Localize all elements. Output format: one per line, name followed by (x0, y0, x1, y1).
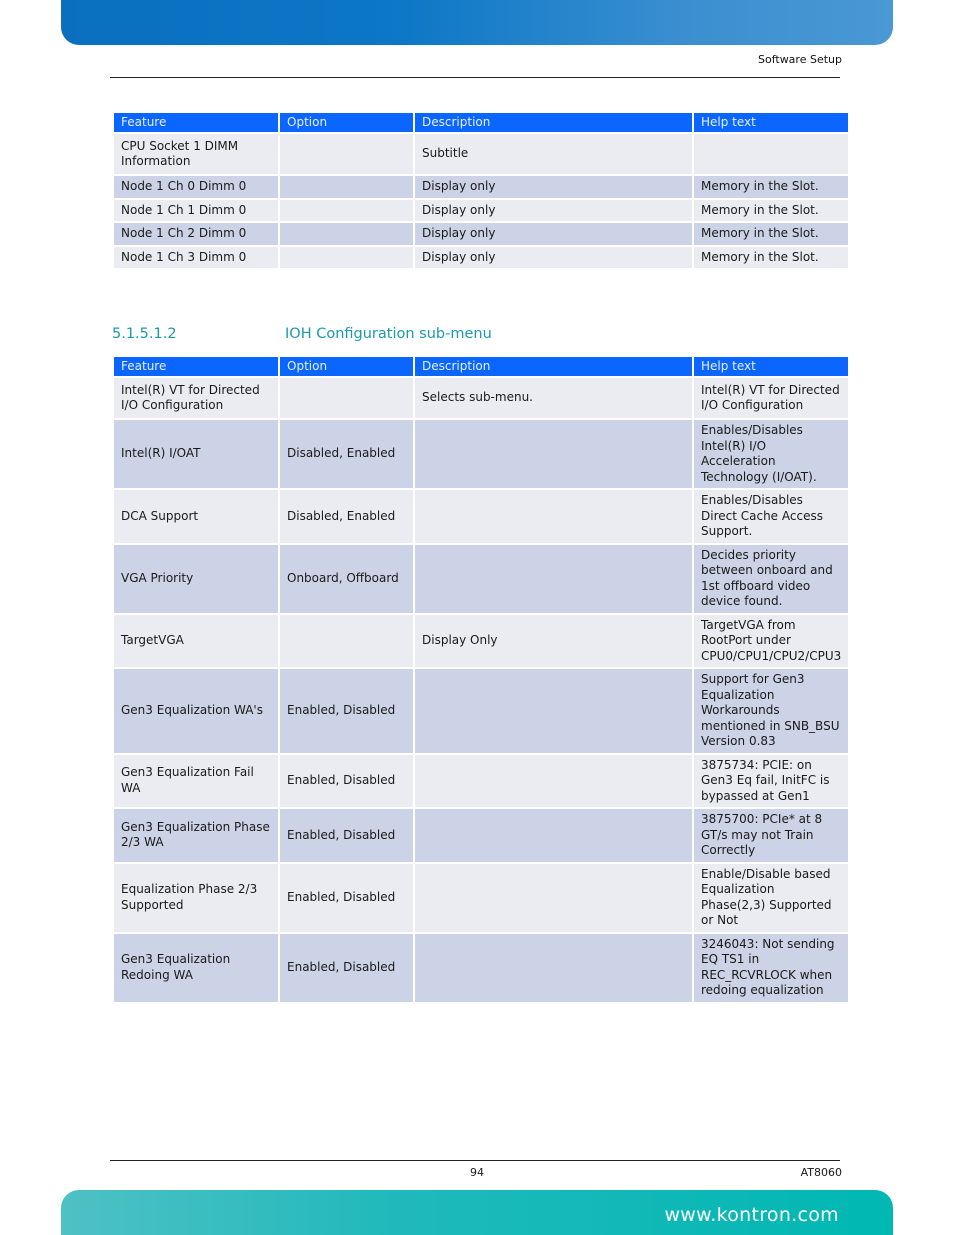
table-row (114, 934, 848, 1002)
table-cell (280, 223, 413, 245)
table-cell: Intel(R) I/OAT (114, 420, 278, 488)
table-cell: Enables/Disables Intel(R) I/O Acceleration Technology (I/OAT). (694, 420, 848, 488)
table-cell: 3875700: PCIe* at 8 GT/s may not Train Correctly (694, 809, 848, 862)
table-cell (415, 755, 692, 808)
table-row (114, 809, 848, 862)
section-number: 5.1.5.1.2 (112, 326, 177, 342)
table-cell: Enabled, Disabled (280, 934, 413, 1002)
table-cell: Display only (415, 176, 692, 198)
table-cell: Memory in the Slot. (694, 247, 848, 269)
table-cell: Node 1 Ch 0 Dimm 0 (114, 176, 278, 198)
table-cell: Node 1 Ch 3 Dimm 0 (114, 247, 278, 269)
table-cell: Display only (415, 223, 692, 245)
table-cell: CPU Socket 1 DIMM Information (114, 134, 278, 174)
table-cell: 3246043: Not sending EQ TS1 in REC_RCVRLOCK when redoing equalization (694, 934, 848, 1002)
table-cell: DCA Support (114, 490, 278, 543)
column-header: Feature (114, 113, 278, 132)
table-cell: Enabled, Disabled (280, 809, 413, 862)
column-header: Description (415, 113, 692, 132)
table-cell: Gen3 Equalization Fail WA (114, 755, 278, 808)
footer-rule (110, 1160, 840, 1161)
column-header: Feature (114, 357, 278, 376)
table-cell: Disabled, Enabled (280, 420, 413, 488)
table-cell: Intel(R) VT for Directed I/O Configuration (694, 378, 848, 418)
section-title: IOH Configuration sub-menu (285, 326, 492, 342)
table-cell (280, 378, 413, 418)
table-row (114, 755, 848, 808)
table-cell (280, 615, 413, 668)
table-cell: Memory in the Slot. (694, 223, 848, 245)
header-rule (110, 77, 840, 78)
table-cell: Enabled, Disabled (280, 669, 413, 753)
table-cell: Selects sub-menu. (415, 378, 692, 418)
table-cell: TargetVGA from RootPort under CPU0/CPU1/CPU2/CPU3 (694, 615, 848, 668)
table-cell: Enabled, Disabled (280, 755, 413, 808)
table-cell (694, 134, 848, 174)
table-row (114, 200, 848, 222)
column-header: Description (415, 357, 692, 376)
table-cell (280, 200, 413, 222)
table-row (114, 615, 848, 668)
website-url[interactable]: www.kontron.com (664, 1204, 839, 1226)
ioh-config-table (112, 355, 850, 1004)
table-cell (415, 934, 692, 1002)
page-number: 94 (470, 1166, 484, 1179)
table-row (114, 378, 848, 418)
bottom-banner (61, 1190, 893, 1235)
table-cell: Gen3 Equalization Phase 2/3 WA (114, 809, 278, 862)
table-cell (415, 490, 692, 543)
table-cell: TargetVGA (114, 615, 278, 668)
table-cell (415, 420, 692, 488)
table-cell: Decides priority between onboard and 1st offboard video device found. (694, 545, 848, 613)
table-cell (280, 176, 413, 198)
column-header: Option (280, 113, 413, 132)
table-cell (415, 809, 692, 862)
table-cell: Disabled, Enabled (280, 490, 413, 543)
table-cell: Gen3 Equalization Redoing WA (114, 934, 278, 1002)
table-cell (415, 545, 692, 613)
table-cell: VGA Priority (114, 545, 278, 613)
document-id: AT8060 (800, 1166, 842, 1179)
table-cell: Display Only (415, 615, 692, 668)
table-cell: Onboard, Offboard (280, 545, 413, 613)
running-header: Software Setup (757, 53, 842, 66)
table-cell: Equalization Phase 2/3 Supported (114, 864, 278, 932)
column-header: Option (280, 357, 413, 376)
table-cell (280, 134, 413, 174)
table-row (114, 247, 848, 269)
table-header-row (114, 357, 848, 376)
column-header: Help text (694, 113, 848, 132)
table-cell: Enables/Disables Direct Cache Access Support. (694, 490, 848, 543)
table-cell: Subtitle (415, 134, 692, 174)
table-cell: 3875734: PCIE: on Gen3 Eq fail, InitFC is bypassed at Gen1 (694, 755, 848, 808)
table-cell: Display only (415, 247, 692, 269)
table-row (114, 669, 848, 753)
table-cell (415, 669, 692, 753)
table-cell: Memory in the Slot. (694, 200, 848, 222)
table-row (114, 134, 848, 174)
table-header-row (114, 113, 848, 132)
column-header: Help text (694, 357, 848, 376)
dimm-info-table (112, 111, 850, 270)
table-cell (280, 247, 413, 269)
table-row (114, 864, 848, 932)
table-cell: Enabled, Disabled (280, 864, 413, 932)
table-row (114, 223, 848, 245)
table-cell: Node 1 Ch 1 Dimm 0 (114, 200, 278, 222)
table-row (114, 545, 848, 613)
table-cell: Intel(R) VT for Directed I/O Configuration (114, 378, 278, 418)
table-cell: Support for Gen3 Equalization Workarounds mentioned in SNB_BSU Version 0.83 (694, 669, 848, 753)
table-row (114, 490, 848, 543)
table-cell (415, 864, 692, 932)
table-row (114, 176, 848, 198)
table-cell: Gen3 Equalization WA's (114, 669, 278, 753)
table-row (114, 420, 848, 488)
table-cell: Node 1 Ch 2 Dimm 0 (114, 223, 278, 245)
table-cell: Memory in the Slot. (694, 176, 848, 198)
table-cell: Display only (415, 200, 692, 222)
top-banner (61, 0, 893, 45)
table-cell: Enable/Disable based Equalization Phase(2,3) Supported or Not (694, 864, 848, 932)
